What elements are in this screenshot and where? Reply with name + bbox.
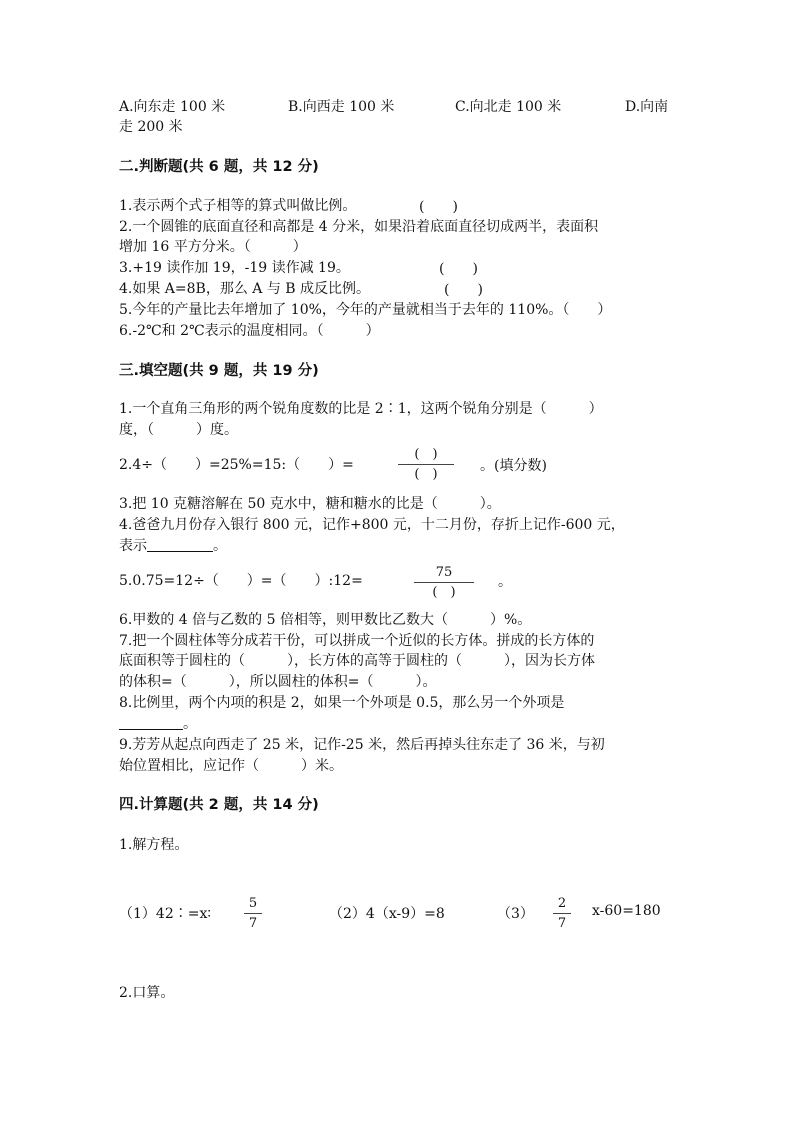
calc-q2: 2.口算。 [119,985,175,1001]
fill-q8-line2 [119,714,197,734]
fraction-numerator: 5 [248,896,258,911]
fraction-numerator: ( ) [414,447,438,462]
judgement-q1-blank: ( ) [419,199,458,215]
fill-q4-end: 。 [213,538,227,554]
answer-blank[interactable] [119,715,183,730]
fill-q5-fraction [414,564,474,601]
fill-q1-line2: 度，（ ）度。 [119,422,238,438]
fraction-denominator: ( ) [414,467,438,482]
fill-q5-right: 。 [498,574,512,590]
fill-q2-left: 2.4÷（ ）=25%=15:（ ）= [119,457,354,473]
judgement-q5: 5.今年的产量比去年增加了 10%，今年的产量就相当于去年的 110%。（ ） [119,302,612,318]
answer-blank[interactable] [147,537,213,552]
fraction-denominator: 7 [248,916,258,931]
fill-q2-right: 。(填分数) [480,458,547,474]
equation-1-left: （1）42∶=x∶ [119,906,211,922]
section-heading-calc: 四.计算题(共 2 题，共 14 分) [119,797,319,813]
equation-3-right: x-60=180 [592,903,661,919]
fraction-denominator: 7 [557,916,567,931]
judgement-q6: 6.-2℃和 2℃表示的温度相同。（ ） [119,323,380,339]
fill-q8-end: 。 [183,716,197,732]
fill-q6: 6.甲数的 4 倍与乙数的 5 倍相等，则甲数比乙数大（ ）%。 [119,612,532,628]
section-heading-fill: 三.填空题(共 9 题，共 19 分) [119,363,319,379]
equation-1-fraction [244,895,262,932]
choice-d: D.向南 [625,99,669,115]
fraction-bar [398,464,454,465]
judgement-q4: 4.如果 A=8B，那么 A 与 B 成反比例。 [119,281,371,297]
fill-q4-line2 [119,536,227,556]
fill-q8-line1: 8.比例里，两个内项的积是 2，如果一个外项是 0.5，那么另一个外项是 [119,695,565,711]
fraction-bar [553,913,571,914]
calc-q1: 1.解方程。 [119,837,189,853]
fraction-denominator: ( ) [432,585,456,600]
judgement-q2-line2: 增加 16 平方分米。（ ） [119,239,307,255]
fill-q7-line2: 底面积等于圆柱的（ ），长方体的高等于圆柱的（ ），因为长方体 [119,653,595,669]
fraction-numerator: 75 [435,565,453,580]
judgement-q2-line1: 2.一个圆锥的底面直径和高都是 4 分米，如果沿着底面直径切成两半，表面积 [119,219,599,235]
fill-q9-line1: 9.芳芳从起点向西走了 25 米，记作-25 米，然后再掉头往东走了 36 米，与初 [119,737,605,753]
fill-q4-line1: 4.爸爸九月份存入银行 800 元，记作+800 元，十二月份，存折上记作-600 元， [119,517,625,533]
fill-q4-prefix: 表示 [119,538,147,554]
choice-b: B.向西走 100 米 [288,99,395,115]
judgement-q3: 3.+19 读作加 19，-19 读作减 19。 [119,260,350,276]
fill-q5-left: 5.0.75=12÷（ ）=（ ）:12= [119,573,363,589]
choice-c: C.向北走 100 米 [455,99,562,115]
fraction-numerator: 2 [557,896,567,911]
fraction-bar [414,582,474,583]
fill-q7-line3: 的体积=（ ），所以圆柱的体积=（ ）。 [119,674,437,690]
fill-q7-line1: 7.把一个圆柱体等分成若干份，可以拼成一个近似的长方体。拼成的长方体的 [119,633,595,649]
choice-a: A.向东走 100 米 [119,99,226,115]
equation-2: （2）4（x-9）=8 [329,906,445,922]
section-heading-judgement: 二.判断题(共 6 题，共 12 分) [119,159,319,175]
fill-q2-fraction [398,446,454,483]
equation-3-fraction [553,895,571,932]
choice-d-continued: 走 200 米 [119,119,183,135]
judgement-q3-blank: ( ) [439,261,478,277]
judgement-q1: 1.表示两个式子相等的算式叫做比例。 [119,198,357,214]
fill-q1-line1: 1.一个直角三角形的两个锐角度数的比是 2∶1，这两个锐角分别是（ ） [119,401,603,417]
fill-q9-line2: 始位置相比，应记作（ ）米。 [119,758,343,774]
equation-3-left: （3） [497,906,534,922]
fill-q3: 3.把 10 克糖溶解在 50 克水中，糖和糖水的比是（ ）。 [119,496,501,512]
judgement-q4-blank: ( ) [444,282,483,298]
fraction-bar [244,913,262,914]
